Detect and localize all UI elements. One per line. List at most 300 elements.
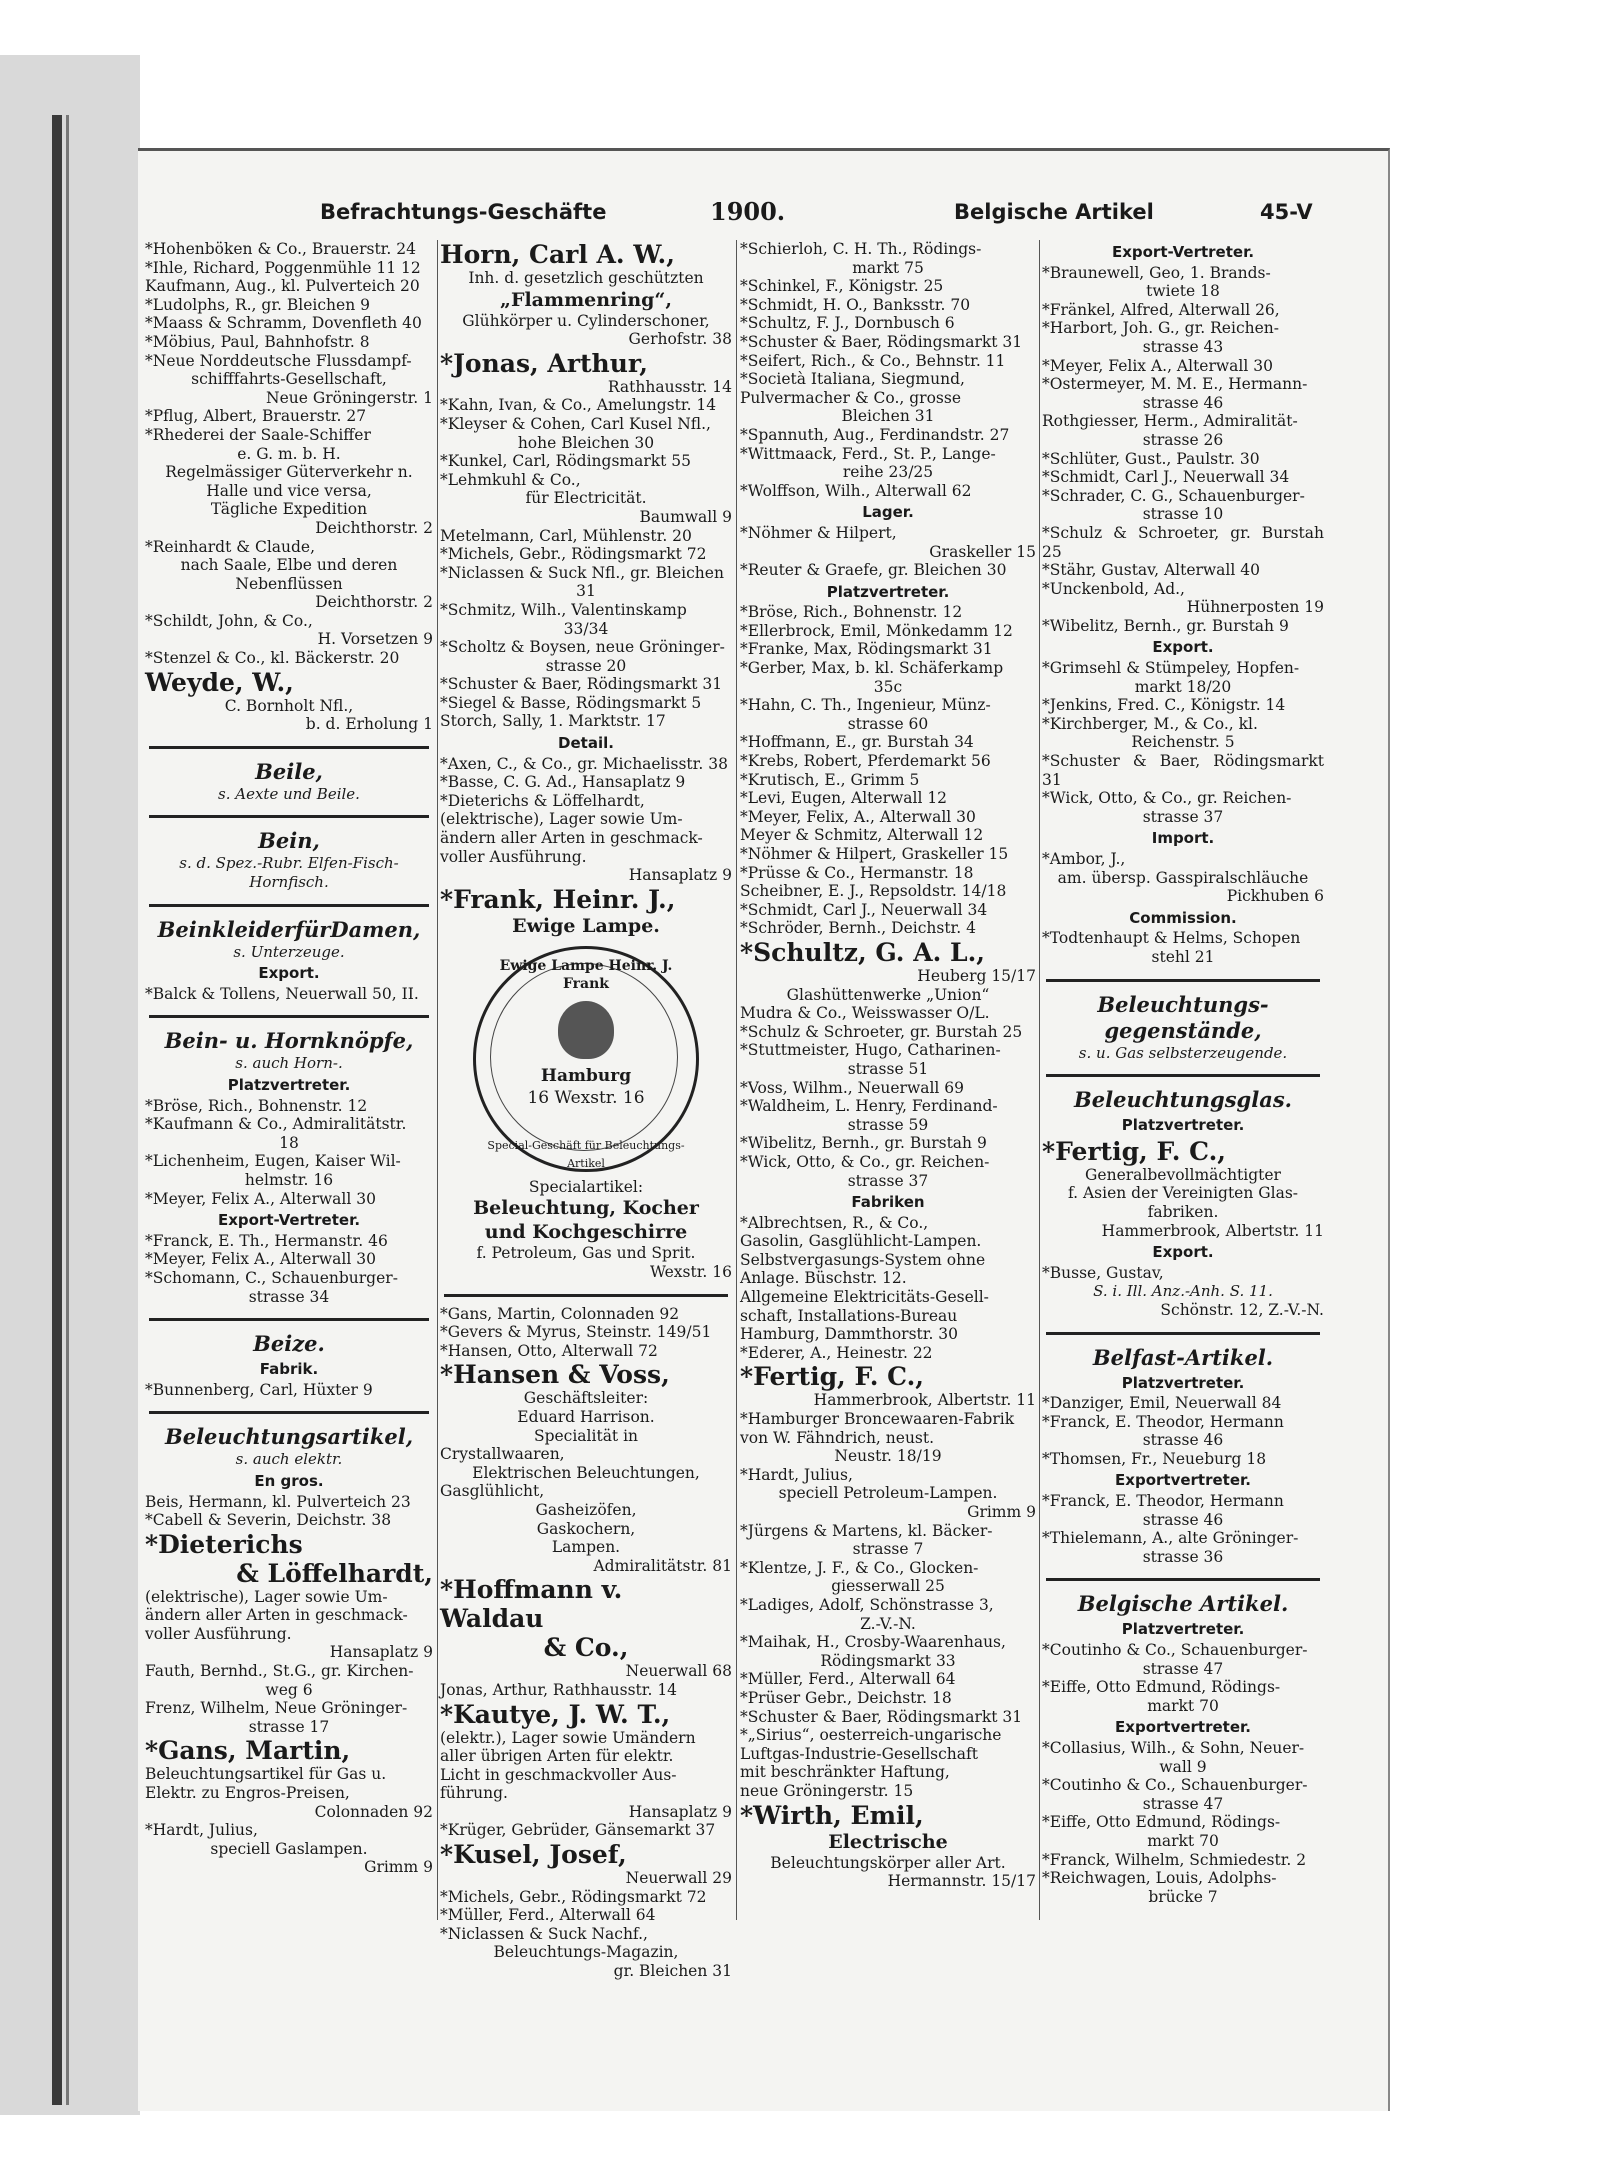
entry-line: *Müller, Ferd., Alterwall 64 <box>440 1906 656 1925</box>
entry-line: f. Asien der Vereinigten Glas- <box>1067 1184 1299 1203</box>
address-line: Hühnerposten 19 <box>1186 598 1324 617</box>
entry-line: *Wolffson, Wilh., Alterwall 62 <box>740 481 972 500</box>
entry-line: *Grimsehl & Stümpeley, Hopfen- <box>1042 659 1300 678</box>
entry-line: Geschäftsleiter: <box>523 1389 649 1408</box>
section-heading: Platzvertreter. <box>227 1076 351 1094</box>
entry-line: *Stuttmeister, Hugo, Catharinen- <box>740 1041 1001 1060</box>
stamp-address: 16 Wexstr. 16 <box>527 1087 645 1108</box>
entry-line: *Schuster & Baer, Rödingsmarkt 31 <box>1042 752 1324 789</box>
section-heading: Commission. <box>1129 908 1237 927</box>
entry-line: *Krebs, Robert, Pferdemarkt 56 <box>740 752 991 771</box>
column-1 <box>145 240 433 1930</box>
address-line: b. d. Erholung 1 <box>305 715 433 734</box>
entry-line: strasse 17 <box>248 1717 330 1736</box>
address-line: Grimm 9 <box>364 1858 433 1877</box>
category-divider <box>1046 1074 1320 1077</box>
category-heading: Bein, <box>258 828 320 854</box>
address-line: Neue Gröningerstr. 1 <box>266 388 433 407</box>
entry-line: Kaufmann, Aug., kl. Pulverteich 20 <box>145 277 420 296</box>
section-heading: Import. <box>1151 829 1215 848</box>
entry-line: *Meyer, Felix A., Alterwall 30 <box>1042 356 1273 375</box>
entry-line: *Meyer, Felix A., Alterwall 30 <box>145 1250 376 1269</box>
entry-line: *Albrechtsen, R., & Co., <box>740 1213 929 1232</box>
entry-line: *Franke, Max, Rödingsmarkt 31 <box>740 640 993 659</box>
entry-line: hohe Bleichen 30 <box>517 433 655 452</box>
entry-line: von W. Fähndrich, neust. <box>740 1428 935 1447</box>
entry-line: *Maass & Schramm, Dovenfleth 40 <box>145 314 422 333</box>
entry-line: *Schmidt, H. O., Banksstr. 70 <box>740 295 971 314</box>
entry-line: markt 75 <box>852 258 924 277</box>
entry-line: *Pflug, Albert, Brauerstr. 27 <box>145 407 367 426</box>
entry-line: mit beschränkter Haftung, <box>740 1763 950 1782</box>
entry-line: strasse 7 <box>852 1540 924 1559</box>
spine-fold <box>52 115 62 2105</box>
entry-line: *Rhederei der Saale-Schiffer <box>145 425 371 444</box>
entry-line: *Danziger, Emil, Neuerwall 84 <box>1042 1394 1282 1413</box>
entry-line: *Ellerbrock, Emil, Mönkedamm 12 <box>740 621 1013 640</box>
address-line: gr. Bleichen 31 <box>613 1962 732 1981</box>
entry-line: 31 <box>576 582 596 601</box>
entry-line: *Ederer, A., Heinestr. 22 <box>740 1343 933 1362</box>
entry-line: Glashüttenwerke „Union“ <box>786 985 990 1004</box>
entry-line: *Reinhardt & Claude, <box>145 537 316 556</box>
entry-line: strasse 46 <box>1142 1431 1224 1450</box>
entry-line: *Harbort, Joh. G., gr. Reichen- <box>1042 319 1279 338</box>
cross-reference: s. Aexte und Beile. <box>218 784 360 803</box>
entry-line: *„Sirius“, oesterreich-ungarische <box>740 1726 1002 1745</box>
advertiser-name: Weyde, W., <box>145 667 294 697</box>
entry-line: strasse 51 <box>847 1059 929 1078</box>
entry-line: Lampen. <box>551 1538 621 1557</box>
category-heading: Beleuchtungsglas. <box>1074 1087 1292 1113</box>
entry-line: voller Ausführung. <box>145 1624 292 1643</box>
entry-line: *Franck, E. Theodor, Hermann <box>1042 1412 1284 1431</box>
entry-line: *Schmidt, Carl J., Neuerwall 34 <box>1042 468 1290 487</box>
entry-line: Gasolin, Gasglühlicht-Lampen. <box>740 1232 982 1251</box>
entry-line: *Waldheim, L. Henry, Ferdinand- <box>740 1097 998 1116</box>
category-divider <box>149 1015 429 1018</box>
section-heading: Detail. <box>558 734 614 753</box>
entry-line: schifffahrts-Gesellschaft, <box>191 370 387 389</box>
entry-line: *Todtenhaupt & Helms, Schopen <box>1042 929 1301 948</box>
entry-line: *Bröse, Rich., Bohnenstr. 12 <box>740 603 963 622</box>
address-line: Grimm 9 <box>967 1503 1036 1521</box>
entry-line: *Gerber, Max, b. kl. Schäferkamp <box>740 659 1004 678</box>
entry-line: e. G. m. b. H. <box>237 444 341 463</box>
advertiser-name: *Hansen & Voss, <box>440 1360 670 1390</box>
entry-line: *Hahn, C. Th., Ingenieur, Münz- <box>740 696 991 715</box>
entry-line: Luftgas-Industrie-Gesellschaft <box>740 1744 978 1763</box>
entry-line: Nebenflüssen <box>235 574 343 593</box>
column-divider <box>1039 240 1040 1920</box>
entry-line: Bleichen 31 <box>841 407 935 426</box>
category-divider <box>444 1294 728 1297</box>
entry-line: Inh. d. gesetzlich geschützten <box>468 269 704 287</box>
entry-line: markt 70 <box>1147 1696 1219 1715</box>
entry-line: *Franck, E. Theodor, Hermann <box>1042 1492 1284 1511</box>
entry-line: Rothgiesser, Herm., Admiralität- <box>1042 412 1298 431</box>
entry-line: markt 70 <box>1147 1831 1219 1850</box>
entry-line: *Stenzel & Co., kl. Bäckerstr. 20 <box>145 649 400 668</box>
entry-line: *Wibelitz, Bernh., gr. Burstah 9 <box>740 1134 987 1153</box>
entry-line: *Hohenböken & Co., Brauerstr. 24 <box>145 240 416 258</box>
address-line: Hansaplatz 9 <box>628 866 732 885</box>
entry-line: (elektr.), Lager sowie Umändern <box>440 1728 696 1747</box>
entry-line: speciell Gaslampen. <box>210 1839 368 1858</box>
advertiser-name: *Kusel, Josef, <box>440 1840 627 1870</box>
entry-line: *Schinkel, F., Königstr. 25 <box>740 277 944 296</box>
section-heading: Lager. <box>862 503 914 522</box>
entry-line: *Wick, Otto, & Co., gr. Reichen- <box>740 1152 990 1171</box>
entry-line: *Hansen, Otto, Alterwall 72 <box>440 1341 658 1360</box>
section-heading: Platzvertreter. <box>826 582 950 601</box>
entry-line: *Reuter & Graefe, gr. Bleichen 30 <box>740 561 1007 580</box>
entry-line: *Unckenbold, Ad., <box>1042 579 1185 598</box>
entry-line: *Kirchberger, M., & Co., kl. <box>1042 714 1258 733</box>
portrait-icon <box>558 1001 614 1059</box>
entry-line: Scheibner, E. J., Repsoldstr. 14/18 <box>740 882 1007 901</box>
entry-line: Glühkörper u. Cylinderschoner, <box>462 311 710 330</box>
entry-line: Neustr. 18/19 <box>834 1447 942 1466</box>
address-line: Hermannstr. 15/17 <box>887 1872 1036 1891</box>
advertiser-subtitle: „Flammenring“, <box>500 288 672 311</box>
column-3 <box>740 240 1036 1930</box>
entry-line: strasse 47 <box>1142 1794 1224 1813</box>
entry-line: Meyer & Schmitz, Alterwall 12 <box>740 826 984 845</box>
entry-line: Licht in geschmackvoller Aus- <box>440 1765 677 1784</box>
advertiser-name: *Hoffmann v. Waldau <box>440 1575 623 1634</box>
entry-line: *Schuster & Baer, Rödingsmarkt 31 <box>740 1707 1023 1726</box>
entry-line: *Ihle, Richard, Poggenmühle 11 12 <box>145 258 421 277</box>
advertiser-name: *Wirth, Emil, <box>740 1800 924 1830</box>
entry-line: *Thomsen, Fr., Neueburg 18 <box>1042 1449 1267 1468</box>
entry-line: *Nöhmer & Hilpert, Graskeller 15 <box>740 845 1009 863</box>
entry-line: *Kaufmann & Co., Admiralitätstr. <box>145 1115 407 1134</box>
entry-line: *Fränkel, Alfred, Alterwall 26, <box>1042 300 1280 319</box>
entry-line: *Stähr, Gustav, Alterwall 40 <box>1042 561 1260 580</box>
entry-line: *Dieterichs & Löffelhardt, <box>440 791 645 810</box>
entry-line: *Wibelitz, Bernh., gr. Burstah 9 <box>1042 616 1289 635</box>
entry-line: *Schulz & Schroeter, gr. Burstah 25 <box>1042 523 1324 561</box>
header-year: 1900. <box>710 197 786 226</box>
address-line: Heuberg 15/17 <box>917 966 1036 985</box>
entry-line: *Kleyser & Cohen, Carl Kusel Nfl., <box>440 414 711 433</box>
entry-line: *Schrader, C. G., Schauenburger- <box>1042 486 1305 505</box>
entry-line: Rödingsmarkt 33 <box>820 1651 956 1670</box>
cross-reference: s. u. Gas selbsterzeugende. <box>1078 1043 1288 1062</box>
ewige-lampe-stamp <box>473 946 699 1172</box>
entry-line: Metelmann, Carl, Mühlenstr. 20 <box>440 526 692 545</box>
entry-line: *Ostermeyer, M. M. E., Hermann- <box>1042 375 1308 394</box>
address-line: Wexstr. 16 <box>649 1263 732 1281</box>
entry-line: *Balck & Tollens, Neuerwall 50, II. <box>145 984 419 1003</box>
entry-line: *Ludolphs, R., gr. Bleichen 9 <box>145 295 370 314</box>
entry-line: wall 9 <box>1159 1757 1207 1776</box>
entry-line: *Cabell & Severin, Deichstr. 38 <box>145 1511 392 1530</box>
category-heading: Bein- u. Hornknöpfe, <box>164 1028 414 1054</box>
entry-line: Specialität in <box>533 1426 639 1445</box>
advertiser-name: *Dieterichs <box>145 1529 303 1559</box>
entry-line: Gasheizöfen, <box>535 1500 637 1519</box>
entry-line: *Hoffmann, E., gr. Burstah 34 <box>740 733 974 752</box>
entry-line: *Prüsse & Co., Hermanstr. 18 <box>740 863 974 882</box>
entry-line: *Franck, E. Th., Hermanstr. 46 <box>145 1231 388 1250</box>
entry-line: *Seifert, Rich., & Co., Behnstr. 11 <box>740 351 1006 370</box>
entry-line: weg 6 <box>265 1680 313 1699</box>
entry-line: *Voss, Wilhm., Neuerwall 69 <box>740 1078 965 1097</box>
category-heading: Belgische Artikel. <box>1077 1591 1289 1617</box>
entry-line: strasse 26 <box>1142 430 1224 449</box>
entry-line: strasse 46 <box>1142 1510 1224 1529</box>
entry-line: Storch, Sally, 1. Marktstr. 17 <box>440 712 666 731</box>
book-spine <box>0 55 140 2115</box>
cross-reference: S. i. Ill. Anz.-Anh. S. 11. <box>1093 1282 1273 1301</box>
entry-line: Selbstvergasungs-System ohne <box>740 1250 986 1269</box>
entry-line: Hamburg, Dammthorstr. 30 <box>740 1325 959 1344</box>
entry-line: ändern aller Arten in geschmack- <box>145 1606 408 1625</box>
entry-line: für Electricität. <box>525 489 647 508</box>
entry-line: nach Saale, Elbe und deren <box>180 556 398 575</box>
entry-line: *Hardt, Julius, <box>740 1465 853 1484</box>
entry-line: Regelmässiger Güterverkehr n. <box>165 463 413 482</box>
entry-line: *Krutisch, E., Grimm 5 <box>740 770 920 789</box>
entry-line: *Hardt, Julius, <box>145 1821 258 1840</box>
entry-line: strasse 10 <box>1142 505 1224 524</box>
address-line: H. Vorsetzen 9 <box>317 630 433 649</box>
address-line: Graskeller 15 <box>929 542 1036 561</box>
section-heading: Exportvertreter. <box>1115 1718 1251 1737</box>
section-heading: Exportvertreter. <box>1115 1471 1251 1490</box>
section-heading: En gros. <box>254 1471 324 1490</box>
entry-line: reihe 23/25 <box>842 463 934 482</box>
entry-line: Beleuchtungsartikel für Gas u. <box>145 1765 387 1784</box>
advertiser-name: Horn, Carl A. W., <box>440 240 675 269</box>
advertiser-subtitle: Electrische <box>828 1830 948 1853</box>
entry-line: voller Ausführung. <box>440 847 587 866</box>
entry-line: brücke 7 <box>1148 1887 1218 1906</box>
entry-line: strasse 20 <box>545 656 627 675</box>
column-divider <box>437 240 438 1920</box>
entry-line: *Collasius, Wilh., & Sohn, Neuer- <box>1042 1739 1305 1757</box>
entry-line: Fauth, Bernhd., St.G., gr. Kirchen- <box>145 1662 414 1681</box>
entry-line: *Schröder, Bernh., Deichstr. 4 <box>740 919 976 938</box>
entry-line: (elektrische), Lager sowie Um- <box>145 1587 388 1606</box>
address-line: Gerhofstr. 38 <box>628 330 732 349</box>
entry-line: *Lichenheim, Eugen, Kaiser Wil- <box>145 1152 401 1171</box>
entry-line: *Ambor, J., <box>1042 850 1126 868</box>
advertiser-name: & Co., <box>543 1633 629 1663</box>
entry-line: *Schomann, C., Schauenburger- <box>145 1268 398 1287</box>
advertiser-name: *Schultz, G. A. L., <box>740 937 986 967</box>
entry-line: *Schultz, F. J., Dornbusch 6 <box>740 314 955 333</box>
section-heading: Fabrik. <box>259 1360 319 1379</box>
entry-line: strasse 37 <box>847 1171 929 1190</box>
entry-line: *Müller, Ferd., Alterwall 64 <box>740 1670 956 1689</box>
entry-line: Generalbevollmächtigter <box>1085 1165 1281 1184</box>
header-right-title: Belgische Artikel <box>954 200 1154 224</box>
section-heading: Export. <box>1152 638 1214 657</box>
entry-line: C. Bornholt Nfl., <box>224 696 354 715</box>
entry-line: *Hamburger Broncewaaren-Fabrik <box>740 1410 1015 1429</box>
address-line: Deichthorstr. 2 <box>315 593 433 612</box>
entry-line: *Schlüter, Gust., Paulstr. 30 <box>1042 449 1260 468</box>
advertiser-name: & Löffelhardt, <box>236 1558 433 1588</box>
advertiser-name: *Jonas, Arthur, <box>440 348 648 378</box>
advertiser-subtitle: Beleuchtung, Kocher <box>473 1197 699 1220</box>
entry-line: *Spannuth, Aug., Ferdinandstr. 27 <box>740 425 1010 444</box>
section-heading: Platzvertreter. <box>1121 1620 1245 1639</box>
entry-line: twiete 18 <box>1146 282 1220 301</box>
entry-line: *Coutinho & Co., Schauenburger- <box>1042 1776 1308 1795</box>
entry-line: Elektr. zu Engros-Preisen, <box>145 1784 350 1803</box>
entry-line: *Schuster & Baer, Rödingsmarkt 31 <box>740 332 1023 351</box>
entry-line: *Società Italiana, Siegmund, <box>740 370 965 389</box>
entry-line: Frenz, Wilhelm, Neue Gröninger- <box>145 1699 408 1718</box>
entry-line: *Schulz & Schroeter, gr. Burstah 25 <box>740 1022 1023 1041</box>
section-heading: Export. <box>1152 1243 1214 1262</box>
section-heading: Platzvertreter. <box>1121 1116 1245 1135</box>
entry-line: 35c <box>873 677 903 696</box>
category-heading: Beize. <box>253 1331 325 1357</box>
entry-line: *Franck, Wilhelm, Schmiedestr. 2 <box>1042 1850 1307 1869</box>
section-heading: Fabriken <box>851 1193 925 1212</box>
category-divider <box>1046 979 1320 982</box>
address-line: Rathhausstr. 14 <box>607 377 732 396</box>
entry-line: strasse 60 <box>847 714 929 733</box>
entry-line: *Prüser Gebr., Deichstr. 18 <box>740 1688 952 1707</box>
entry-line: *Wittmaack, Ferd., St. P., Lange- <box>740 444 996 463</box>
entry-line: Eduard Harrison. <box>517 1407 655 1426</box>
entry-line: *Krüger, Gebrüder, Gänsemarkt 37 <box>440 1821 716 1840</box>
entry-line: *Bröse, Rich., Bohnenstr. 12 <box>145 1096 368 1115</box>
entry-line: *Jürgens & Martens, kl. Bäcker- <box>740 1521 993 1540</box>
stamp-top-text: Ewige Lampe Heinr. J. Frank <box>499 957 673 993</box>
entry-line: helmstr. 16 <box>244 1170 334 1189</box>
entry-line: (elektrische), Lager sowie Um- <box>440 810 683 829</box>
entry-line: speciell Petroleum-Lampen. <box>778 1484 998 1503</box>
cross-reference: s. Unterzeuge. <box>233 942 345 961</box>
cross-reference: s. d. Spez.-Rubr. Elfen-Fisch- <box>179 854 399 873</box>
category-heading: BeinkleiderfürDamen, <box>157 916 421 942</box>
section-heading: Export-Vertreter. <box>1111 243 1255 261</box>
header-left-title: Befrachtungs-Geschäfte <box>320 200 607 224</box>
entry-line: *Meyer, Felix, A., Alterwall 30 <box>740 807 976 826</box>
stamp-bottom-text: Special-Geschäft für Beleuchtungs-Artikel <box>487 1138 685 1171</box>
entry-line: *Maihak, H., Crosby-Waarenhaus, <box>740 1633 1006 1652</box>
entry-line: *Braunewell, Geo, 1. Brands- <box>1042 263 1271 282</box>
address-line: Hansaplatz 9 <box>329 1643 433 1662</box>
address-line: Neuerwall 68 <box>625 1662 732 1681</box>
entry-line: *Scholtz & Boysen, neue Gröninger- <box>440 638 725 657</box>
advertiser-name: *Fertig, F. C., <box>740 1362 924 1392</box>
page-number: 45-V <box>1260 200 1313 224</box>
entry-line: aller übrigen Arten für elektr. <box>440 1747 674 1766</box>
entry-line: Allgemeine Elektricitäts-Gesell- <box>740 1288 989 1307</box>
address-line: Baumwall 9 <box>639 507 732 526</box>
entry-line: führung. <box>440 1784 508 1803</box>
entry-line: *Michels, Gebr., Rödingsmarkt 72 <box>440 545 707 564</box>
entry-line: *Niclassen & Suck Nfl., gr. Bleichen <box>440 563 724 582</box>
category-heading: gegenstände, <box>1104 1017 1262 1043</box>
entry-line: *Reichwagen, Louis, Adolphs- <box>1042 1869 1277 1888</box>
entry-line: *Coutinho & Co., Schauenburger- <box>1042 1641 1308 1660</box>
entry-line: *Eiffe, Otto Edmund, Rödings- <box>1042 1678 1281 1697</box>
advertiser-subtitle: und Kochgeschirre <box>484 1221 688 1244</box>
entry-line: *Jenkins, Fred. C., Königstr. 14 <box>1042 696 1286 715</box>
entry-line: Jonas, Arthur, Rathhausstr. 14 <box>440 1680 678 1699</box>
address-line: Pickhuben 6 <box>1226 887 1324 906</box>
entry-line: f. Petroleum, Gas und Sprit. <box>476 1244 696 1263</box>
entry-line: *Siegel & Basse, Rödingsmarkt 5 <box>440 693 702 712</box>
entry-line: *Schmitz, Wilh., Valentinskamp <box>440 600 687 619</box>
entry-line: *Meyer, Felix A., Alterwall 30 <box>145 1189 376 1208</box>
cross-reference: s. auch Horn-. <box>235 1054 343 1073</box>
entry-line: strasse 47 <box>1142 1659 1224 1678</box>
category-heading: Belfast-Artikel. <box>1092 1344 1274 1370</box>
column-divider <box>736 240 737 1920</box>
entry-line: Z.-V.-N. <box>860 1614 916 1633</box>
address-line: Colonnaden 92 <box>314 1802 433 1821</box>
entry-line: *Wick, Otto, & Co., gr. Reichen- <box>1042 789 1292 808</box>
entry-line: Pulvermacher & Co., grosse <box>740 388 961 407</box>
entry-line: 18 <box>279 1133 299 1152</box>
entry-line: *Kahn, Ivan, & Co., Amelungstr. 14 <box>440 396 717 415</box>
entry-line: Elektrischen Beleuchtungen, <box>472 1463 700 1482</box>
category-heading: Beleuchtungsartikel, <box>164 1424 414 1450</box>
entry-line: Beis, Hermann, kl. Pulverteich 23 <box>145 1492 411 1511</box>
section-heading: Export-Vertreter. <box>217 1211 361 1230</box>
entry-line: strasse 34 <box>248 1287 330 1306</box>
category-divider <box>149 904 429 907</box>
address-line: Schönstr. 12, Z.-V.-N. <box>1160 1300 1324 1319</box>
entry-line: Mudra & Co., Weisswasser O/L. <box>740 1004 990 1023</box>
entry-line: *Kunkel, Carl, Rödingsmarkt 55 <box>440 452 692 471</box>
entry-line: *Bunnenberg, Carl, Hüxter 9 <box>145 1380 373 1399</box>
entry-line: *Busse, Gustav, <box>1042 1263 1164 1282</box>
entry-line: Tägliche Expedition <box>210 500 368 519</box>
entry-line: *Michels, Gebr., Rödingsmarkt 72 <box>440 1887 707 1906</box>
entry-line: Reichenstr. 5 <box>1131 733 1235 752</box>
entry-line: schaft, Installations-Bureau <box>740 1306 958 1325</box>
category-divider <box>149 746 429 749</box>
address-line: Admiralitätstr. 81 <box>593 1556 732 1575</box>
entry-line: giesserwall 25 <box>831 1577 945 1596</box>
address-line: Hammerbrook, Albertstr. 11 <box>1101 1221 1324 1240</box>
category-divider <box>149 1318 429 1321</box>
entry-line: *Eiffe, Otto Edmund, Rödings- <box>1042 1813 1281 1832</box>
address-line: Hansaplatz 9 <box>628 1802 732 1821</box>
advertiser-name: *Kautye, J. W. T., <box>440 1699 671 1729</box>
entry-line: *Neue Norddeutsche Flussdampf- <box>145 351 412 370</box>
spine-fold-edge <box>66 115 69 2105</box>
category-heading: Beile, <box>255 758 323 784</box>
entry-line: Beleuchtungs-Magazin, <box>493 1943 679 1962</box>
entry-line: *Gevers & Myrus, Steinstr. 149/51 <box>440 1323 712 1342</box>
entry-line: fabriken. <box>1147 1202 1219 1221</box>
entry-line: *Schmidt, Carl J., Neuerwall 34 <box>740 900 988 919</box>
entry-line: Gaskochern, <box>536 1519 636 1538</box>
entry-line: Specialartikel: <box>528 1177 644 1196</box>
entry-line: *Levi, Eugen, Alterwall 12 <box>740 789 948 808</box>
category-divider <box>1046 1332 1320 1335</box>
entry-line: *Möbius, Paul, Bahnhofstr. 8 <box>145 332 370 351</box>
entry-line: *Schildt, John, & Co., <box>145 611 313 630</box>
entry-line: Gasglühlicht, <box>440 1482 545 1501</box>
entry-line: ändern aller Arten in geschmack- <box>440 829 703 848</box>
entry-line: strasse 37 <box>1142 807 1224 826</box>
category-heading: Beleuchtungs- <box>1097 991 1269 1017</box>
page-header <box>182 197 1322 240</box>
